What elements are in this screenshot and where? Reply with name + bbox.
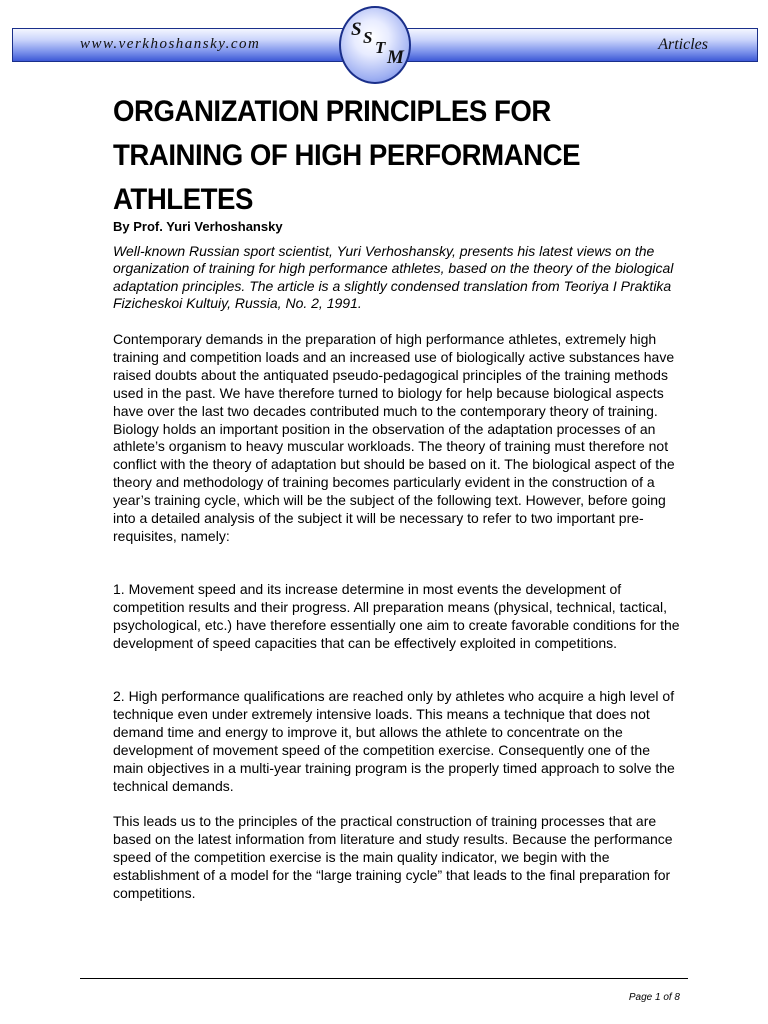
site-url[interactable]: www.verkhoshansky.com [80, 36, 261, 52]
title-line: ORGANIZATION PRINCIPLES FOR [113, 95, 551, 128]
article-abstract: Well-known Russian sport scientist, Yuri Verhoshansky, presents his latest views on the organization of training for high performance athletes, based on the theory of the biological adaptation principles. The article is a slightly condensed translation from Teoriya I Praktika Fizicheskoi Kultuiy, Russia, No. 2, 1991. [113, 243, 674, 311]
title-line: ATHLETES [113, 183, 253, 216]
sstm-logo [339, 6, 411, 84]
logo-letter-m: M [387, 47, 404, 68]
body-paragraph: 2. High performance qualifications are reached only by athletes who acquire a high level of technique even under extremely intensive loads. This means a technique that does not demand time and energy to improve it, but allows the athlete to concentrate on the development of movement speed of the competition exercise. Consequently one of the main objectives in a multi-year training program is the properly timed approach to solve the technical demands. [113, 688, 675, 794]
logo-letter-t: T [375, 38, 386, 57]
author-byline: By Prof. Yuri Verhoshansky [113, 219, 283, 234]
section-label: Articles [658, 36, 708, 53]
body-paragraph: 1. Movement speed and its increase determine in most events the development of competition results and their progress. All preparation means (physical, technical, tactical, psychological, etc.) have therefore essentially one aim to create favorable conditions for the development of speed capacities that can be effectively exploited in competitions. [113, 581, 680, 651]
article-title [113, 90, 647, 222]
page-number: Page 1 of 8 [628, 992, 680, 1003]
footer-divider [80, 978, 688, 979]
logo-letter-s2: S [363, 28, 373, 47]
title-line: TRAINING OF HIGH PERFORMANCE [113, 139, 581, 172]
logo-letter-s1: S [351, 19, 362, 40]
body-paragraph: Contemporary demands in the preparation of high performance athletes, extremely high training and competition loads and an increased use of biologically active substances have raised doubts about the antiquated pseudo-pedagogical principles of the training methods used in the past. We have therefore turned to biology for help because biological aspects have over the last two decades contributed much to the contemporary theory of training. Biology holds an important position in the observation of the adaptation processes of an athlete’s organism to heavy muscular workloads. The theory of training must therefore not conflict with the theory of adaptation but should be based on it. The biological aspect of the theory and methodology of training becomes particularly evident in the construction of a year’s training cycle, which will be the subject of the following text. However, before going into a detailed analysis of the subject it will be necessary to refer to two important pre-requisites, namely: [113, 331, 675, 544]
body-paragraph: This leads us to the principles of the practical construction of training processes that are based on the latest information from literature and study results. Because the performance speed of the competition exercise is the main quality indicator, we begin with the establishment of a model for the “large training cycle” that leads to the final preparation for competitions. [113, 813, 673, 901]
